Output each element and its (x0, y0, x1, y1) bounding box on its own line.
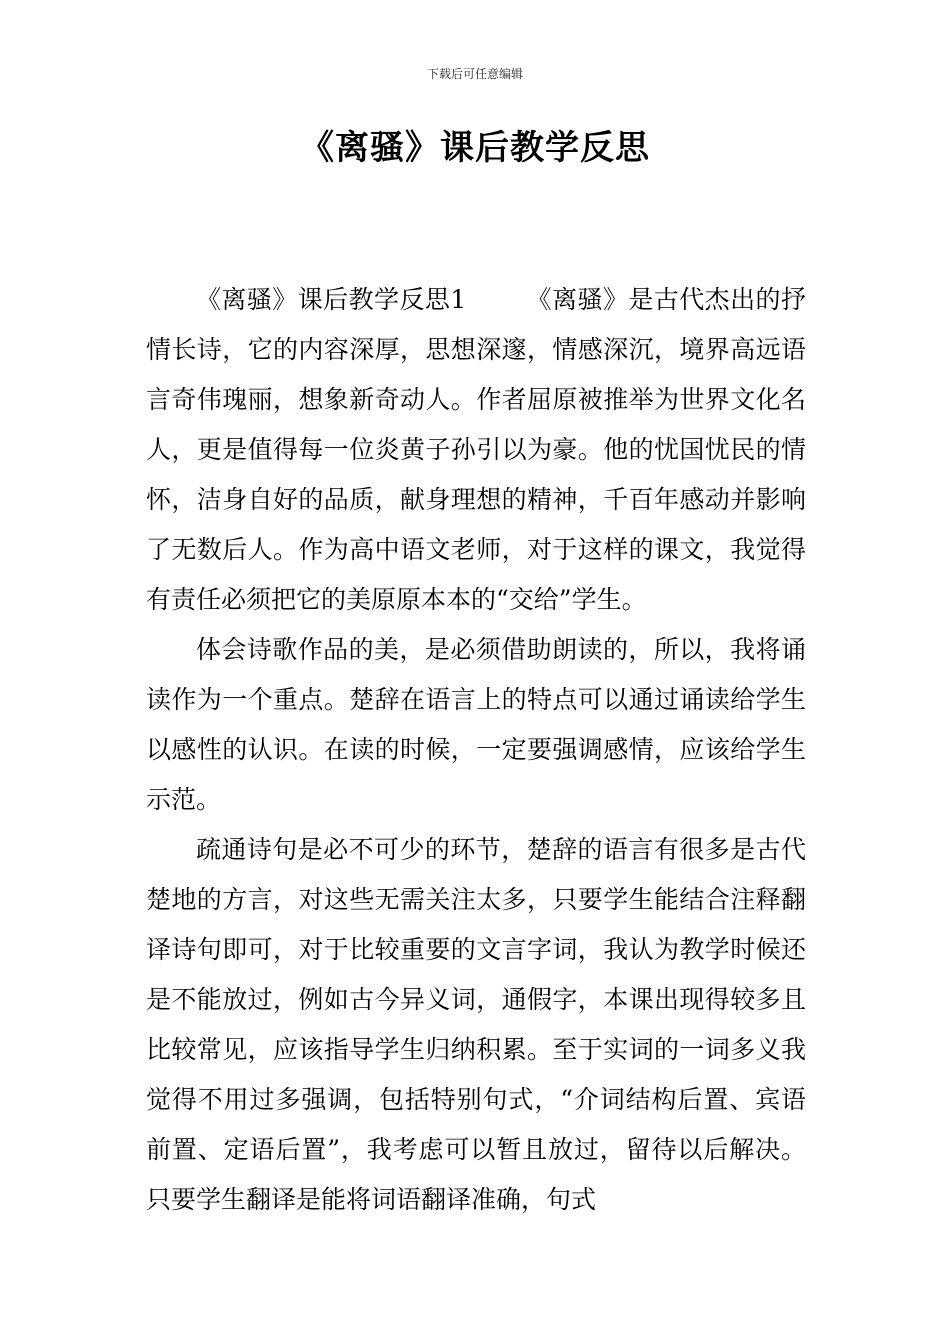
section-heading: 《离骚》课后教学反思1 (196, 285, 467, 314)
paragraph-1-text: 《离骚》是古代杰出的抒情长诗，它的内容深厚，思想深邃，情感深沉，境界高远语言奇伟瑰丽，想象新奇动人。作者屈原被推举为世界文化名人，更是值得每一位炎黄子孙引以为豪。他的忧国忧民的情怀，洁身自好的品质，献身理想的精神，千百年感动并影响了无数后人。作为高中语文老师，对于这样的课文，我觉得有责任必须把它的美原原本本的“交给”学生。 (146, 285, 806, 614)
paragraph-2: 体会诗歌作品的美，是必须借助朗读的，所以，我将诵读作为一个重点。楚辞在语言上的特点可以通过诵读给学生以感性的认识。在读的时候，一定要强调感情，应该给学生示范。 (146, 635, 806, 814)
document-body (146, 275, 806, 1225)
paragraph-1 (146, 275, 806, 625)
paragraph-3: 疏通诗句是必不可少的环节，楚辞的语言有很多是古代楚地的方言，对这些无需关注太多，只要学生能结合注释翻译诗句即可，对于比较重要的文言字词，我认为教学时候还是不能放过，例如古今异义词，通假字，本课出现得较多且比较常见，应该指导学生归纳积累。至于实词的一词多义我觉得不用过多强调，包括特别句式，“介词结构后置、宾语前置、定语后置”，我考虑可以暂且放过，留待以后解决。只要学生翻译是能将词语翻译准确，句式 (146, 835, 806, 1214)
page-header-note: 下载后可任意编辑 (426, 67, 523, 81)
document-title: 《离骚》课后教学反思 (300, 128, 650, 168)
